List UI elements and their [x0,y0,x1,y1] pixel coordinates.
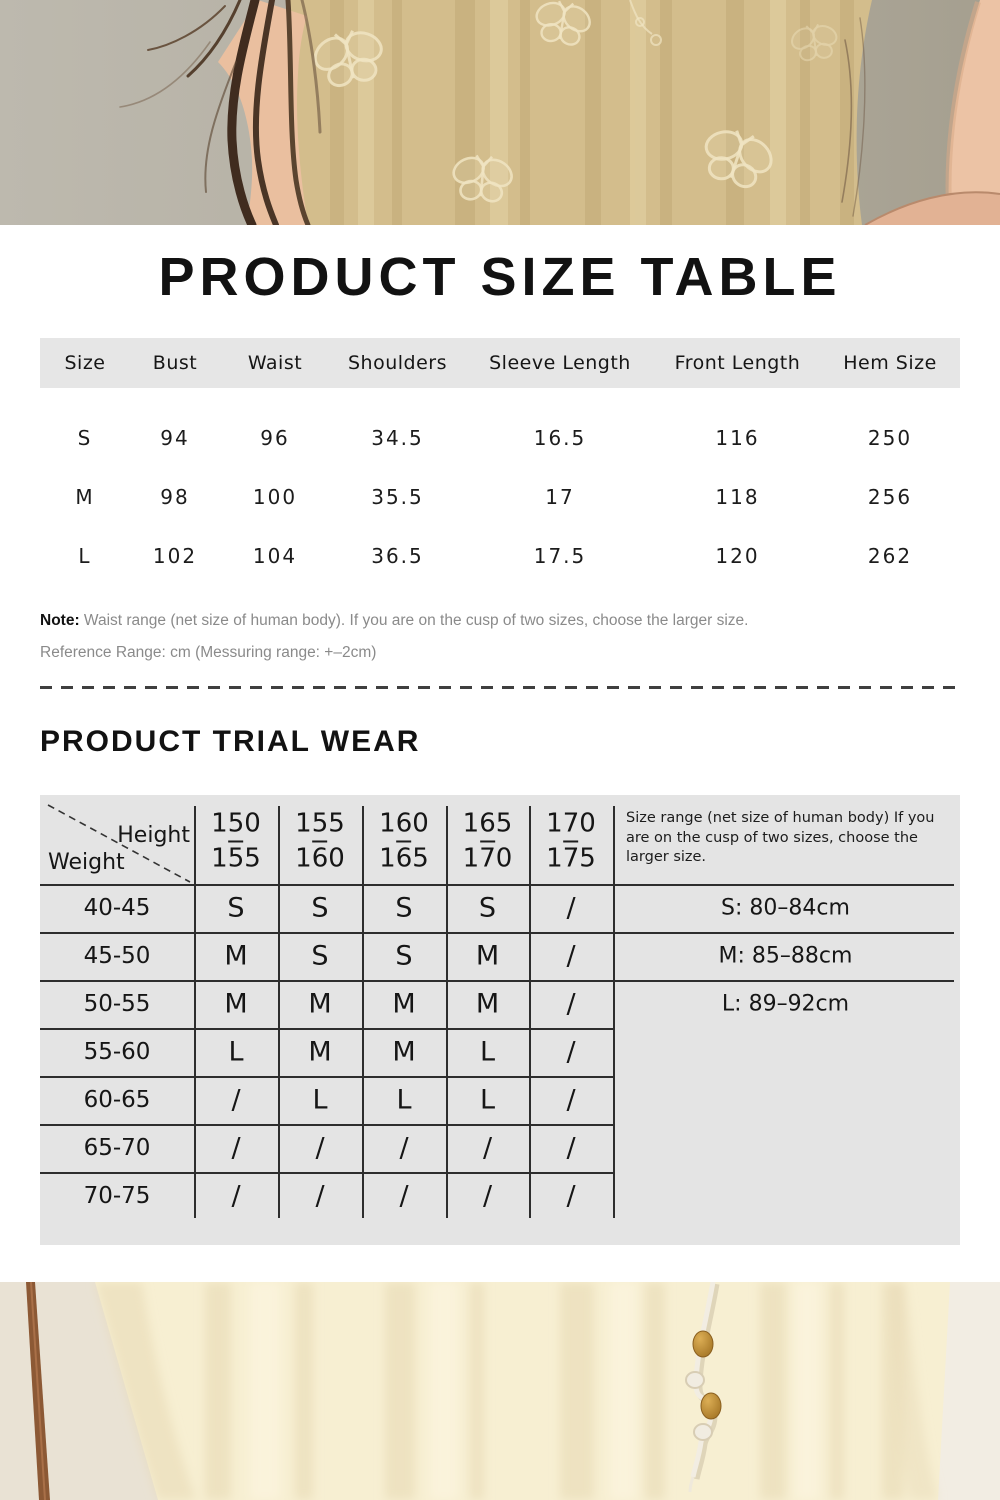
measurement-cell: 100 [252,484,298,509]
recommended-size-cell: / [482,1180,493,1212]
trial-wear-table [40,795,960,1245]
weight-range-label: 70-75 [83,1183,151,1209]
dress-bodice-photo-art [0,0,1000,225]
recommended-size-cell: / [566,1036,576,1068]
measurement-cell: 98 [160,484,190,509]
measurement-cell: 118 [715,484,760,509]
height-range-header [211,810,261,871]
weight-range-label: 60-65 [83,1087,151,1113]
range-dash [312,840,327,842]
measurement-cell: 94 [160,425,190,450]
grid-hline-left [40,1028,615,1030]
note-text: Waist range (net size of human body). If you are on the cusp of two sizes, choose the larger size. [79,612,749,629]
size-column-header: Front Length [674,352,801,374]
size-cell: L [78,543,92,568]
recommended-size-cell: / [231,1084,241,1116]
height-range-bottom: 155 [211,843,261,873]
range-dash [396,840,411,842]
measurement-cell: 104 [252,543,298,568]
measurement-cell: 35.5 [371,484,424,509]
cord-knot [686,1372,704,1388]
measurement-cell: 116 [715,425,760,450]
height-range-top: 170 [546,808,596,839]
measurement-cell: 16.5 [533,425,587,450]
recommended-size-cell: L [479,1084,496,1116]
recommended-size-cell: / [399,1180,409,1212]
recommended-size-cell: / [566,940,576,972]
recommended-size-cell: S [478,892,497,924]
recommended-size-cell: L [228,1036,244,1068]
recommended-size-cell: / [399,1132,409,1164]
recommended-size-cell: S [311,940,329,972]
height-range-top: 155 [295,808,345,839]
dress-skirt-photo-art [0,1282,1000,1500]
measurement-cell: 17 [545,484,575,509]
wooden-bead [693,1331,713,1357]
height-range-top: 160 [379,808,429,839]
wooden-bead [701,1393,721,1419]
recommended-size-cell: S [395,892,413,924]
size-column-header: Shoulders [347,352,447,374]
recommended-size-cell: M [224,940,248,972]
range-dash [480,840,495,842]
grid-hline-left [40,1172,615,1174]
product-photo-bottom [0,1282,1000,1500]
grid-vline [362,806,364,1218]
height-range-bottom: 175 [546,843,596,873]
height-range-bottom: 160 [295,843,345,873]
recommended-size-cell: S [227,892,245,924]
recommended-size-cell: M [475,940,500,972]
size-table-header-row [40,338,960,388]
measurement-cell: 250 [867,425,913,450]
measurement-cell: 34.5 [371,425,424,450]
weight-range-label: 65-70 [83,1135,151,1161]
grid-vline [278,806,280,1218]
height-range-bottom: 170 [462,843,513,873]
range-dash [228,840,243,842]
grid-hline-full [40,884,954,886]
weight-range-label: 40-45 [83,895,151,921]
size-column-header: Sleeve Length [489,352,631,374]
size-cell: M [75,484,95,509]
grid-hline-full [40,932,954,934]
size-range-value: M: 85–88cm [718,943,853,969]
size-range-value: L: 89–92cm [721,991,850,1017]
size-table-row [40,408,960,467]
product-photo-top [0,0,1000,225]
measurement-cell: 120 [715,543,760,568]
note-label: Note: [40,612,80,629]
size-table-body [40,408,960,585]
recommended-size-cell: L [396,1084,412,1116]
height-range-header [295,810,345,871]
recommended-size-cell: / [566,1180,576,1212]
size-table-title: PRODUCT SIZE TABLE [158,247,842,307]
recommended-size-cell: / [566,988,576,1020]
size-column-header: Waist [247,352,303,374]
recommended-size-cell: S [395,940,413,972]
recommended-size-cell: M [475,988,500,1020]
measurement-cell: 96 [260,425,290,450]
size-range-value: S: 80–84cm [721,895,850,921]
grid-hline-full [40,980,954,982]
size-note [40,612,748,630]
recommended-size-cell: L [479,1036,496,1068]
grid-vline [446,806,448,1218]
recommended-size-cell: L [312,1084,328,1116]
size-cell: S [77,425,93,450]
grid-vline [529,806,531,1218]
height-range-top: 150 [211,808,261,839]
height-range-header [379,810,429,871]
measurement-cell: 36.5 [371,543,424,568]
height-axis-label: Height [117,823,190,848]
recommended-size-cell: M [308,1036,332,1068]
measurement-cell: 102 [152,543,198,568]
size-table-row [40,467,960,526]
height-range-bottom: 165 [379,843,429,873]
trial-wear-title: PRODUCT TRIAL WEAR [40,725,421,758]
recommended-size-cell: / [231,1132,241,1164]
recommended-size-cell: / [566,1084,576,1116]
size-column-header: Bust [152,352,198,374]
weight-axis-label: Weight [48,850,125,875]
reference-note: Reference Range: cm (Messuring range: +–2cm) [40,644,377,661]
weight-range-label: 55-60 [83,1039,151,1065]
cord-knot [694,1424,712,1440]
recommended-size-cell: M [392,1036,416,1068]
weight-range-label: 50-55 [83,991,151,1017]
height-range-header [463,810,513,871]
height-range-header [546,810,596,871]
size-table-row [40,526,960,585]
recommended-size-cell: M [224,988,248,1020]
recommended-size-cell: / [482,1132,493,1164]
recommended-size-cell: M [392,988,416,1020]
recommended-size-cell: / [315,1180,325,1212]
recommended-size-cell: / [315,1132,325,1164]
recommended-size-cell: / [231,1180,241,1212]
recommended-size-cell: S [311,892,329,924]
measurement-cell: 262 [867,543,913,568]
grid-vline [194,806,196,1218]
measurement-cell: 17.5 [533,543,587,568]
size-column-header: Hem Size [843,352,937,374]
trial-side-note: Size range (net size of human body) If you are on the cusp of two sizes, choose the larger size. [626,810,935,865]
range-dash [563,840,578,842]
dashed-divider [40,686,960,689]
grid-hline-left [40,1124,615,1126]
recommended-size-cell: / [566,1132,576,1164]
grid-hline-left [40,1076,615,1078]
height-range-top: 165 [462,808,513,839]
measurement-cell: 256 [867,484,913,509]
weight-range-label: 45-50 [83,943,151,969]
recommended-size-cell: M [308,988,332,1020]
size-column-header: Size [64,352,106,374]
recommended-size-cell: / [566,892,576,924]
